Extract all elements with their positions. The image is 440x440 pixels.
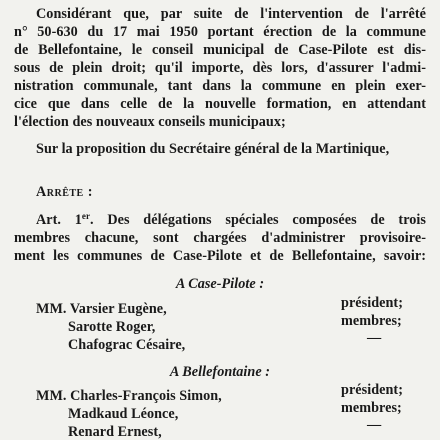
member-role: membres; [341,313,402,329]
paragraph-line: n° 50-630 du 17 mai 1950 portant érection de la commune [14,24,426,40]
member-role: membres; [341,400,402,416]
paragraph-line: cice que dans celle de la nouvelle formation, en attendant [14,96,426,112]
article-1-line: membres chacune, sont chargées d'administrer provisoire- [14,230,426,246]
member-role: président; [341,382,403,398]
article-text: . Des délégations spéciales composées de trois [90,212,426,228]
arrete-heading: Arrête : [36,184,93,200]
member-name: MM. Varsier Eugène, [36,301,167,317]
paragraph-line: l'élection des nouveaux conseils municipaux; [14,114,286,130]
proposition-text: Sur la proposition du Secrétaire général de la Martinique, [36,141,390,157]
member-name: Renard Ernest, [68,424,162,440]
member-name: Sarotte Roger, [68,319,156,335]
member-name: MM. Charles-François Simon, [36,388,222,404]
member-role: — [367,417,382,433]
member-name: Madkaud Léonce, [68,406,179,422]
article-1-line [36,212,426,228]
member-name: Chafograc Césaire, [68,337,186,353]
section-heading-bellefontaine: A Bellefontaine : [169,364,271,380]
paragraph-line: de Bellefontaine, le conseil municipal de Case-Pilote est dis- [14,42,426,58]
paragraph-line: Considérant que, par suite de l'intervention de l'arrêté [36,6,426,22]
section-heading-case-pilote: A Case-Pilote : [175,276,265,292]
paragraph-line: sous de plein droit; qu'il importe, dès lors, d'assurer l'admi- [14,60,426,76]
article-number-sup: er [81,211,90,221]
paragraph-line: nistration communale, tant dans la commune en plein exer- [14,78,426,94]
member-role: président; [341,295,403,311]
member-role: — [367,330,382,346]
article-1-line: ment les communes de Case-Pilote et de Bellefontaine, savoir: [14,248,426,264]
article-number: Art. 1 [36,212,82,228]
